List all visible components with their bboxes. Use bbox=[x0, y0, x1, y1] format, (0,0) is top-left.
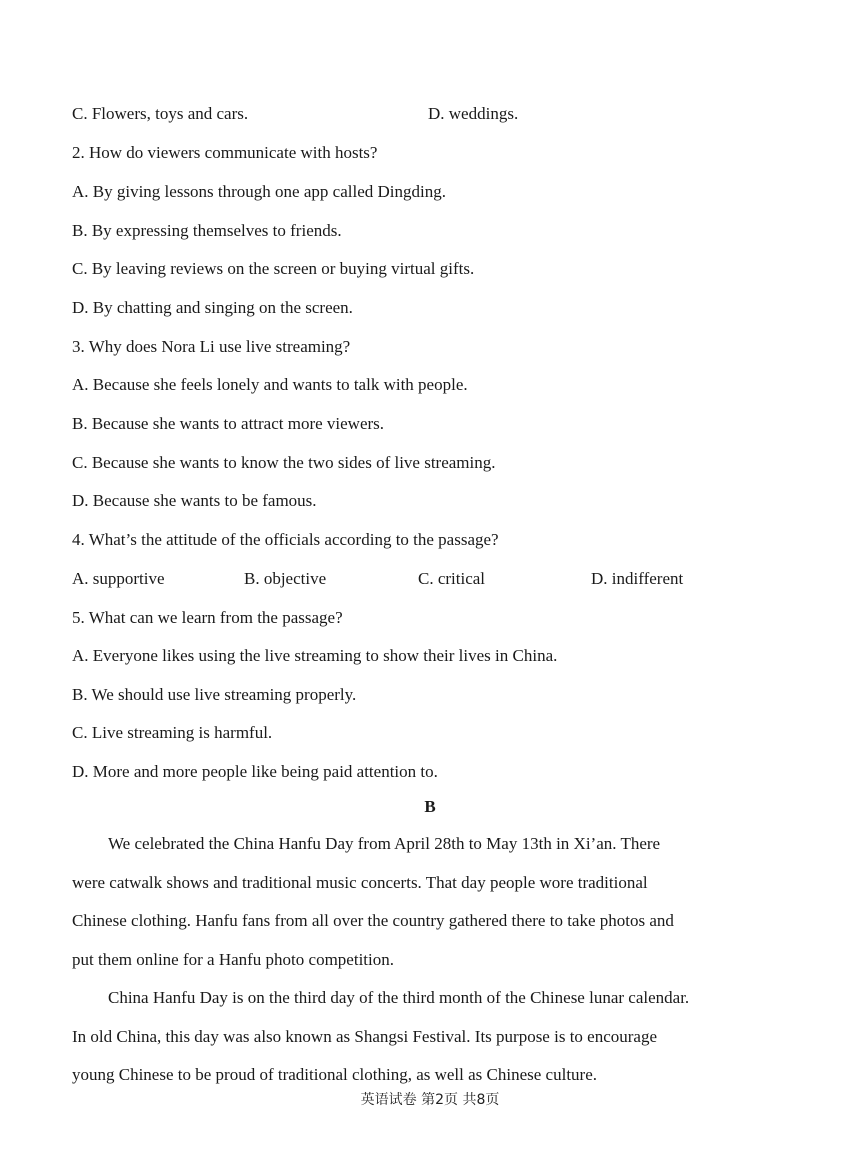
q4-option-a: A. supportive bbox=[72, 569, 165, 588]
section-b-paragraph-1 bbox=[72, 825, 802, 979]
paragraph-line: young Chinese to be proud of traditional clothing, as well as Chinese culture. bbox=[72, 1065, 597, 1085]
q5-option-a: A. Everyone likes using the live streaming to show their lives in China. bbox=[72, 646, 558, 665]
paragraph-line: We celebrated the China Hanfu Day from April 28th to May 13th in Xi’an. There bbox=[108, 834, 661, 853]
q2-option-a: A. By giving lessons through one app called Dingding. bbox=[72, 182, 446, 201]
page-footer: 英语试卷 第2页 共8页 bbox=[360, 1092, 500, 1108]
q2-option-c: C. By leaving reviews on the screen or buying virtual gifts. bbox=[72, 259, 475, 278]
q3-option-b: B. Because she wants to attract more viewers. bbox=[72, 414, 385, 433]
q1-option-c: C. Flowers, toys and cars. bbox=[72, 104, 249, 123]
q3-option-a: A. Because she feels lonely and wants to talk with people. bbox=[72, 375, 468, 394]
q2-option-b: B. By expressing themselves to friends. bbox=[72, 221, 342, 240]
q4-option-b: B. objective bbox=[244, 569, 327, 588]
q1-option-d: D. weddings. bbox=[428, 104, 519, 123]
q3-stem: 3. Why does Nora Li use live streaming? bbox=[72, 337, 351, 356]
q3-option-d: D. Because she wants to be famous. bbox=[72, 491, 317, 510]
paragraph-line: put them online for a Hanfu photo competition. bbox=[72, 949, 394, 969]
q5-option-b: B. We should use live streaming properly. bbox=[72, 685, 357, 704]
q5-stem: 5. What can we learn from the passage? bbox=[72, 608, 343, 627]
paragraph-line: China Hanfu Day is on the third day of the third month of the Chinese lunar calendar. bbox=[108, 988, 690, 1007]
q3-option-c: C. Because she wants to know the two sides of live streaming. bbox=[72, 453, 496, 472]
section-b-paragraph-2 bbox=[72, 979, 802, 1095]
q2-option-d: D. By chatting and singing on the screen. bbox=[72, 298, 353, 317]
q4-stem: 4. What’s the attitude of the officials according to the passage? bbox=[72, 530, 499, 549]
q4-option-c: C. critical bbox=[418, 569, 486, 588]
q5-option-d: D. More and more people like being paid attention to. bbox=[72, 762, 438, 781]
q2-stem: 2. How do viewers communicate with hosts? bbox=[72, 143, 378, 162]
paragraph-line: were catwalk shows and traditional music concerts. That day people wore traditional bbox=[72, 872, 648, 892]
q4-option-d: D. indifferent bbox=[591, 569, 684, 588]
paragraph-line: Chinese clothing. Hanfu fans from all over the country gathered there to take photos and bbox=[72, 911, 674, 931]
paragraph-line: In old China, this day was also known as Shangsi Festival. Its purpose is to encourage bbox=[72, 1026, 658, 1046]
section-b-title: B bbox=[424, 797, 436, 816]
q5-option-c: C. Live streaming is harmful. bbox=[72, 723, 273, 742]
